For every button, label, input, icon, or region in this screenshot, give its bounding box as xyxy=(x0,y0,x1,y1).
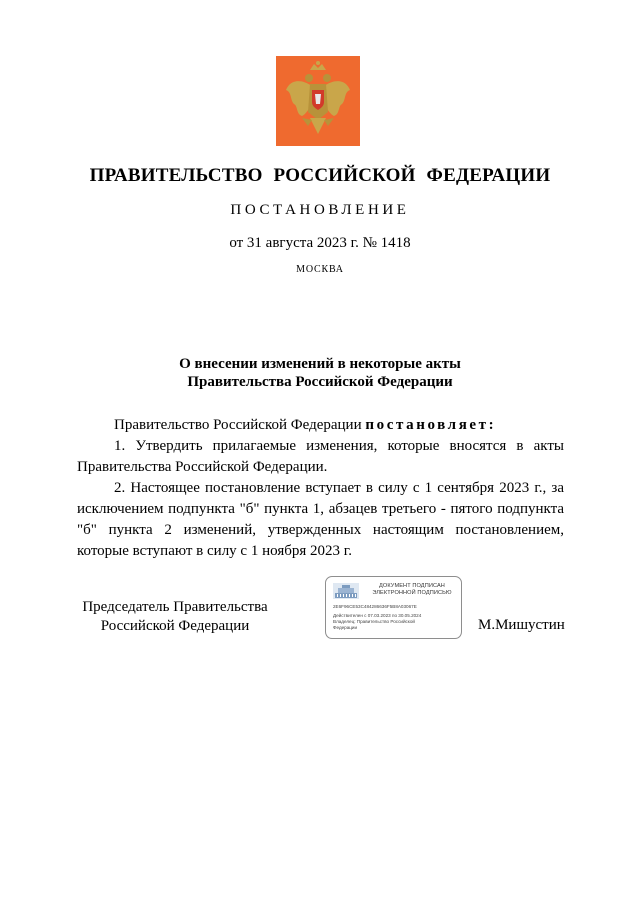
stamp-title-line-2: ЭЛЕКТРОННОЙ ПОДПИСЬЮ xyxy=(372,590,452,596)
intro-paragraph xyxy=(77,415,564,436)
stamp-title-line-1: ДОКУМЕНТ ПОДПИСАН xyxy=(379,583,445,589)
signatory-position-line-2: Российской Федерации xyxy=(100,618,250,634)
signatory-position xyxy=(75,598,275,636)
signatory-position-line-1: Председатель Правительства xyxy=(82,599,268,615)
document-subject xyxy=(0,355,640,391)
resolves-keyword: постановляет: xyxy=(365,417,497,433)
signatory-name: М.Мишустин xyxy=(478,617,565,633)
document-date-number: от 31 августа 2023 г. № 1418 xyxy=(229,235,411,251)
subject-line-2: Правительства Российской Федерации xyxy=(187,374,453,390)
document-body xyxy=(77,415,564,562)
document-city: МОСКВА xyxy=(296,264,344,275)
stamp-owner-line-2: Федерации xyxy=(333,624,358,630)
stamp-owner-line-1: Владелец: Правительство Российской xyxy=(333,619,415,624)
item-1-paragraph: 1. Утвердить прилагаемые изменения, которые вносятся в акты Правительства Российской Федерации. xyxy=(77,438,564,475)
document-type: ПОСТАНОВЛЕНИЕ xyxy=(230,202,410,218)
stamp-certificate-number: 2E6F96CE53C484286636F5B8A03067E xyxy=(333,604,417,609)
stamp-validity: Действителен с 07.03.2023 по 30.05.2024 xyxy=(333,613,422,618)
stamp-title xyxy=(366,583,458,597)
government-building-icon xyxy=(333,583,359,599)
item-2-paragraph: 2. Настоящее постановление вступает в силу с 1 сентября 2023 г., за исключением подпункта "б" пункта 1, абзацев третьего - пятого подпункта "б" пункта 2 изменений, утвержденных настоящим постановлением, которые вступают в силу с 1 ноября 2023 г. xyxy=(77,480,564,559)
electronic-signature-stamp xyxy=(325,576,462,639)
subject-line-1: О внесении изменений в некоторые акты xyxy=(179,356,461,372)
intro-text: Правительство Российской Федерации xyxy=(114,417,366,433)
coat-of-arms-emblem-icon xyxy=(276,56,360,146)
government-title: ПРАВИТЕЛЬСТВО РОССИЙСКОЙ ФЕДЕРАЦИИ xyxy=(89,165,551,186)
